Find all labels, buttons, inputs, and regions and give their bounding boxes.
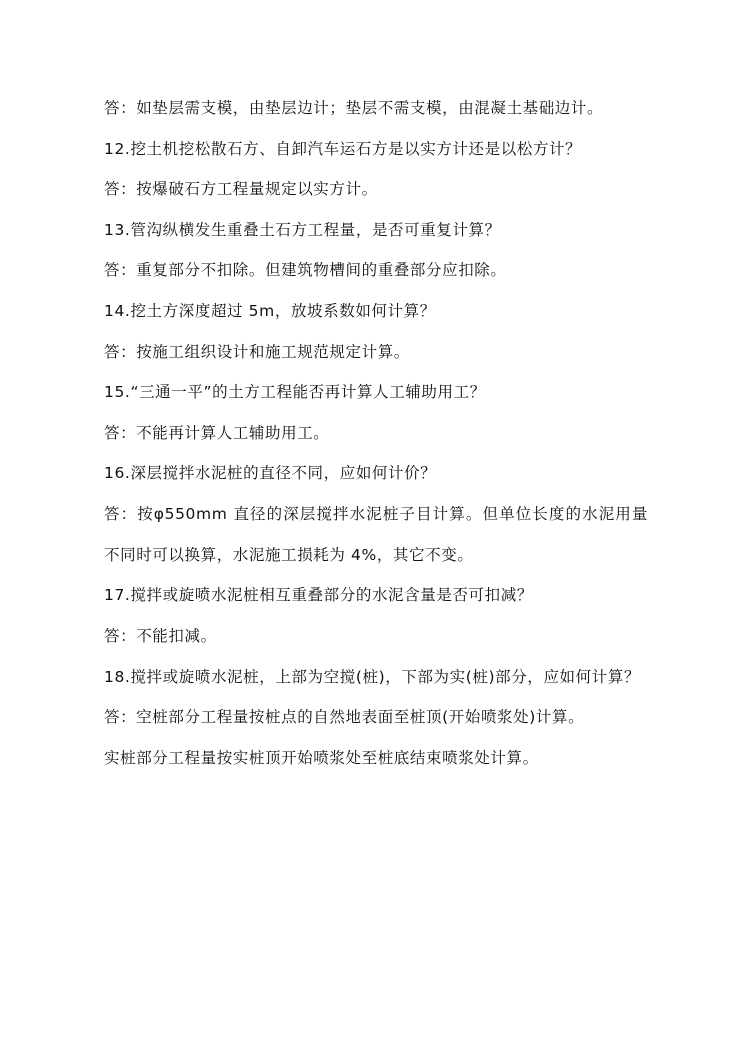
paragraph: 答：不能再计算人工辅助用工。 [104,423,330,442]
paragraph: 答：不能扣减。 [104,626,217,645]
paragraph: 实桩部分工程量按实桩顶开始喷浆处至桩底结束喷浆处计算。 [104,748,539,767]
paragraph: 答：按φ550mm 直径的深层搅拌水泥桩子目计算。但单位长度的水泥用量不同时可以换算，水泥施工损耗为 4%，其它不变。 [104,505,648,564]
paragraph: 12.挖土机挖松散石方、自卸汽车运石方是以实方计还是以松方计？ [104,139,582,158]
paragraph: 18.搅拌或旋喷水泥桩，上部为空搅(桩)，下部为实(桩)部分，应如何计算？ [104,667,641,686]
paragraph: 14.挖土方深度超过 5m，放坡系数如何计算？ [104,302,436,321]
paragraph: 答：重复部分不扣除。但建筑物槽间的重叠部分应扣除。 [104,261,507,280]
paragraph: 15.“三通一平”的土方工程能否再计算人工辅助用工？ [104,383,486,402]
paragraph: 答：如垫层需支模，由垫层边计；垫层不需支模，由混凝土基础边计。 [104,99,604,117]
paragraph: 17.搅拌或旋喷水泥桩相互重叠部分的水泥含量是否可扣减？ [104,586,533,605]
document-body [104,88,648,778]
paragraph: 13.管沟纵横发生重叠土石方工程量，是否可重复计算？ [104,220,501,239]
paragraph: 答：空桩部分工程量按桩点的自然地表面至桩顶(开始喷浆处)计算。 [104,708,585,727]
paragraph: 答：按施工组织设计和施工规范规定计算。 [104,342,410,361]
paragraph: 答：按爆破石方工程量规定以实方计。 [104,180,378,199]
paragraph: 16.深层搅拌水泥桩的直径不同，应如何计价？ [104,464,437,483]
